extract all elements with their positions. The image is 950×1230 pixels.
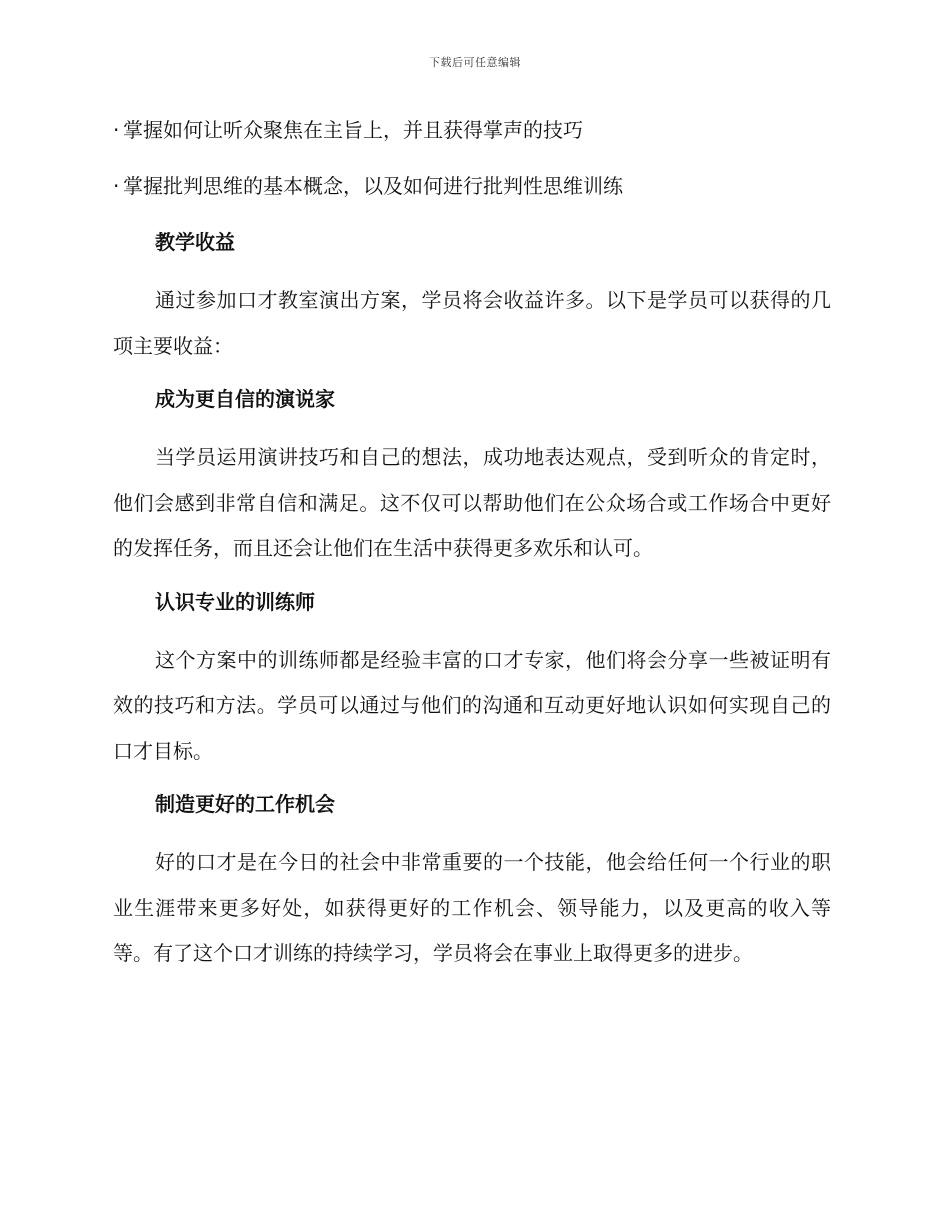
bullet-item [113, 110, 831, 150]
bullet-text: 掌握批判思维的基本概念，以及如何进行批判性思维训练 [123, 174, 623, 198]
bullet-marker: · [113, 118, 120, 142]
section-heading-confident-speaker: 成为更自信的演说家 [155, 387, 335, 411]
bullet-item [113, 166, 831, 206]
section-heading-professional-trainers: 认识专业的训练师 [155, 589, 315, 614]
section-paragraph: 通过参加口才教室演出方案，学员将会收益许多。以下是学员可以获得的几项主要收益： [113, 288, 831, 358]
bullet-marker: · [113, 174, 120, 198]
section-paragraph: 好的口才是在今日的社会中非常重要的一个技能，他会给任何一个行业的职业生涯带来更多好处，如获得更好的工作机会、领导能力，以及更高的收入等等。有了这个口才训练的持续学习，学员将会在事业上取得更多的进步。 [113, 850, 831, 965]
section-paragraph: 当学员运用演讲技巧和自己的想法，成功地表达观点，受到听众的肯定时，他们会感到非常自信和满足。这不仅可以帮助他们在公众场合或工作场合中更好的发挥任务，而且还会让他们在生活中获得更多欢乐和认可。 [113, 445, 831, 560]
section-heading-better-job-opportunities: 制造更好的工作机会 [155, 792, 335, 816]
bullet-text: 掌握如何让听众聚焦在主旨上，并且获得掌声的技巧 [123, 118, 583, 142]
section-paragraph: 这个方案中的训练师都是经验丰富的口才专家，他们将会分享一些被证明有效的技巧和方法。学员可以通过与他们的沟通和互动更好地认识如何实现自己的口才目标。 [113, 647, 831, 763]
page-header: 下载后可任意编辑 [429, 56, 521, 69]
document-body [113, 110, 831, 987]
section-heading-teaching-benefits: 教学收益 [155, 230, 235, 254]
